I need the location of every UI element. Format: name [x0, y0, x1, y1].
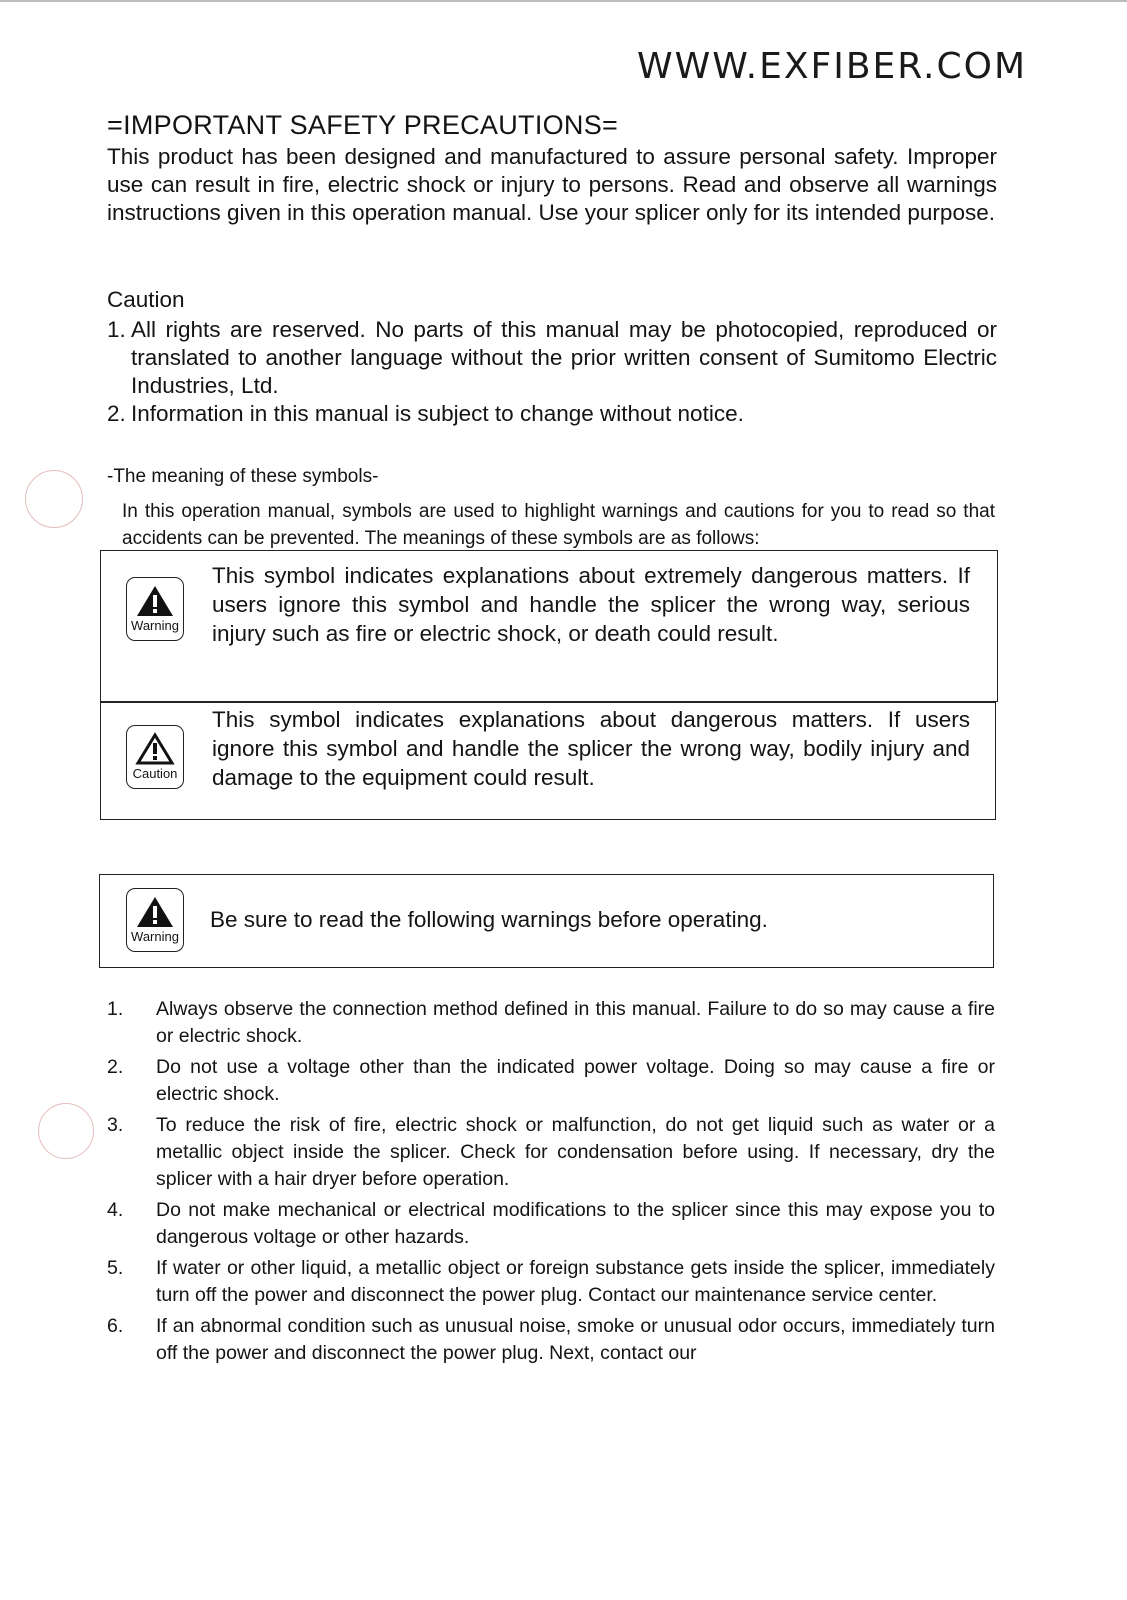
caution-item-number: 2. [107, 401, 126, 426]
warning-item-text: If water or other liquid, a metallic object or foreign substance gets inside the splicer, immediately turn off the power and disconnect the power plug. Contact our maintenance service center. [156, 1257, 995, 1306]
symbols-intro: In this operation manual, symbols are used to highlight warnings and cautions for you to read so that accidents can be prevented. The meanings of these symbols are as follows: [122, 501, 995, 549]
caution-list [107, 316, 997, 428]
caution-item-text: Information in this manual is subject to change without notice. [131, 401, 744, 426]
warning-item-number: 5. [107, 1257, 124, 1279]
warning-item-number: 1. [107, 998, 124, 1020]
intro-paragraph: This product has been designed and manufactured to assure personal safety. Improper use can result in fire, electric shock or injury to persons. Read and observe all warnings instructions given in this operation manual. Use your splicer only for its intended purpose. [107, 144, 997, 225]
warning-item [107, 1255, 995, 1309]
warning-item [107, 1112, 995, 1193]
warning-item-number: 6. [107, 1315, 124, 1337]
operating-warning-text: Be sure to read the following warnings before operating. [210, 907, 768, 932]
warning-item-text: Do not use a voltage other than the indicated power voltage. Doing so may cause a fire or electric shock. [156, 1056, 995, 1105]
caution-item-text: All rights are reserved. No parts of this manual may be photocopied, reproduced or translated to another language without the prior written consent of Sumitomo Electric Industries, Ltd. [131, 317, 997, 398]
page-title: =IMPORTANT SAFETY PRECAUTIONS= [107, 110, 619, 140]
warning-item [107, 1313, 995, 1367]
warning-item-text: To reduce the risk of fire, electric shock or malfunction, do not get liquid such as water or a metallic object inside the splicer. Check for condensation before using. If necessary, dry the splicer with a hair dryer before operation. [156, 1114, 995, 1190]
warning-item [107, 1197, 995, 1251]
warning-symbol-box [100, 550, 998, 702]
warning-item [107, 996, 995, 1050]
caution-item [107, 316, 997, 400]
caution-symbol-badge [126, 725, 184, 789]
caution-item-number: 1. [107, 317, 126, 342]
warning-item-number: 2. [107, 1056, 124, 1078]
binder-hole-mark [38, 1103, 94, 1159]
warning-triangle-icon [135, 584, 175, 618]
operating-warning-box [99, 874, 994, 968]
symbols-heading: -The meaning of these symbols- [107, 466, 379, 487]
warning-item-text: Do not make mechanical or electrical modifications to the splicer since this may expose you to dangerous voltage or other hazards. [156, 1199, 995, 1248]
operating-warning-label: Warning [131, 929, 179, 944]
caution-symbol-text: This symbol indicates explanations about dangerous matters. If users ignore this symbol and handle the splicer the wrong way, bodily injury and damage to the equipment could result. [212, 707, 970, 790]
caution-symbol-label: Caution [132, 766, 178, 781]
operating-warning-badge [126, 888, 184, 952]
warning-item-text: If an abnormal condition such as unusual noise, smoke or unusual odor occurs, immediately turn off the power and disconnect the power plug. Next, contact our [156, 1315, 995, 1364]
warning-item [107, 1054, 995, 1108]
warning-triangle-icon [135, 895, 175, 929]
warning-symbol-badge [126, 577, 184, 641]
warning-item-number: 3. [107, 1114, 124, 1136]
binder-hole-mark [25, 470, 83, 528]
caution-item [107, 400, 997, 428]
caution-triangle-icon [135, 732, 175, 766]
page-top-edge [0, 0, 1127, 2]
warning-item-text: Always observe the connection method defined in this manual. Failure to do so may cause a fire or electric shock. [156, 998, 995, 1047]
caution-heading: Caution [107, 287, 185, 312]
caution-symbol-box [100, 702, 996, 820]
warning-symbol-label: Warning [131, 618, 179, 633]
warnings-list [107, 996, 995, 1371]
site-url: WWW.EXFIBER.COM [637, 46, 1027, 87]
warning-item-number: 4. [107, 1199, 124, 1221]
warning-symbol-text: This symbol indicates explanations about extremely dangerous matters. If users ignore this symbol and handle the splicer the wrong way, serious injury such as fire or electric shock, or death could result. [212, 563, 970, 646]
